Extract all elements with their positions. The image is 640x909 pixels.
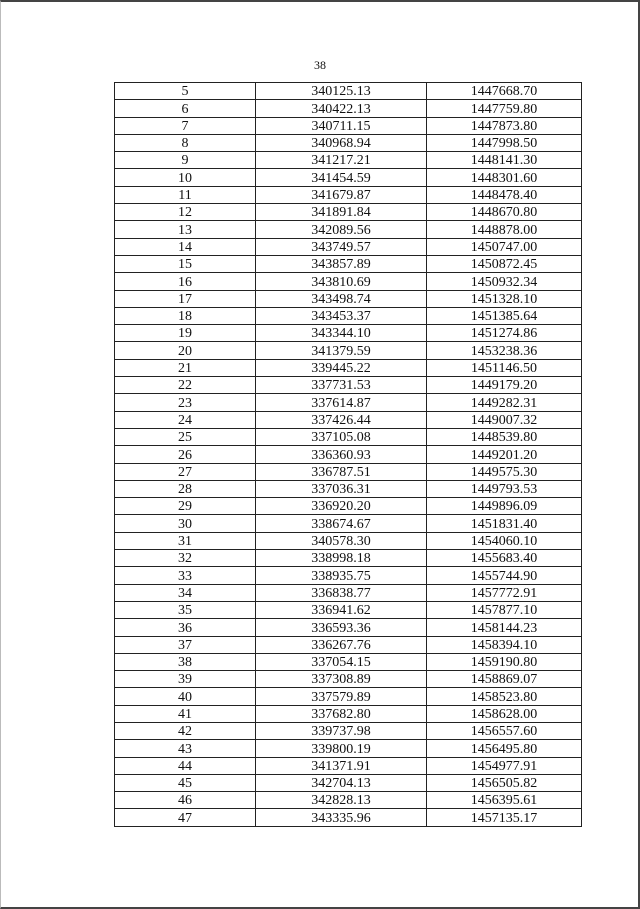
y-coordinate-cell: 1449575.30	[427, 463, 582, 480]
x-coordinate-cell: 338998.18	[256, 550, 427, 567]
point-number-cell: 39	[115, 671, 256, 688]
table-row	[115, 688, 582, 705]
x-coordinate-cell: 338935.75	[256, 567, 427, 584]
y-coordinate-cell: 1447759.80	[427, 100, 582, 117]
x-coordinate-cell: 341679.87	[256, 186, 427, 203]
table-row	[115, 411, 582, 428]
point-number-cell: 8	[115, 134, 256, 151]
table-row	[115, 342, 582, 359]
x-coordinate-cell: 340711.15	[256, 117, 427, 134]
table-row	[115, 221, 582, 238]
y-coordinate-cell: 1448670.80	[427, 204, 582, 221]
point-number-cell: 12	[115, 204, 256, 221]
y-coordinate-cell: 1456395.61	[427, 792, 582, 809]
y-coordinate-cell: 1453238.36	[427, 342, 582, 359]
point-number-cell: 45	[115, 774, 256, 791]
table-row	[115, 601, 582, 618]
x-coordinate-cell: 337105.08	[256, 428, 427, 445]
y-coordinate-cell: 1448478.40	[427, 186, 582, 203]
table-row	[115, 584, 582, 601]
x-coordinate-cell: 339800.19	[256, 740, 427, 757]
x-coordinate-cell: 341891.84	[256, 204, 427, 221]
x-coordinate-cell: 341217.21	[256, 152, 427, 169]
x-coordinate-cell: 341371.91	[256, 757, 427, 774]
y-coordinate-cell: 1454060.10	[427, 532, 582, 549]
y-coordinate-cell: 1457772.91	[427, 584, 582, 601]
table-row	[115, 134, 582, 151]
page-number: 38	[314, 58, 326, 72]
x-coordinate-cell: 337682.80	[256, 705, 427, 722]
point-number-cell: 22	[115, 377, 256, 394]
y-coordinate-cell: 1456505.82	[427, 774, 582, 791]
x-coordinate-cell: 337426.44	[256, 411, 427, 428]
y-coordinate-cell: 1451274.86	[427, 325, 582, 342]
point-number-cell: 26	[115, 446, 256, 463]
x-coordinate-cell: 342828.13	[256, 792, 427, 809]
y-coordinate-cell: 1458869.07	[427, 671, 582, 688]
x-coordinate-cell: 337579.89	[256, 688, 427, 705]
x-coordinate-cell: 339737.98	[256, 722, 427, 739]
point-number-cell: 38	[115, 653, 256, 670]
x-coordinate-cell: 343453.37	[256, 307, 427, 324]
table-row	[115, 428, 582, 445]
y-coordinate-cell: 1450747.00	[427, 238, 582, 255]
table-row	[115, 100, 582, 117]
x-coordinate-cell: 343810.69	[256, 273, 427, 290]
x-coordinate-cell: 337731.53	[256, 377, 427, 394]
point-number-cell: 30	[115, 515, 256, 532]
x-coordinate-cell: 336593.36	[256, 619, 427, 636]
table-row	[115, 757, 582, 774]
x-coordinate-cell: 340968.94	[256, 134, 427, 151]
table-row	[115, 307, 582, 324]
y-coordinate-cell: 1448539.80	[427, 428, 582, 445]
table-row	[115, 550, 582, 567]
table-row	[115, 498, 582, 515]
table-row	[115, 152, 582, 169]
point-number-cell: 29	[115, 498, 256, 515]
y-coordinate-cell: 1451146.50	[427, 359, 582, 376]
table-row	[115, 809, 582, 826]
table-row	[115, 653, 582, 670]
table-row	[115, 463, 582, 480]
table-row	[115, 186, 582, 203]
point-number-cell: 17	[115, 290, 256, 307]
y-coordinate-cell: 1449896.09	[427, 498, 582, 515]
y-coordinate-cell: 1458144.23	[427, 619, 582, 636]
point-number-cell: 5	[115, 83, 256, 100]
point-number-cell: 40	[115, 688, 256, 705]
point-number-cell: 6	[115, 100, 256, 117]
point-number-cell: 7	[115, 117, 256, 134]
point-number-cell: 11	[115, 186, 256, 203]
x-coordinate-cell: 337054.15	[256, 653, 427, 670]
x-coordinate-cell: 336360.93	[256, 446, 427, 463]
x-coordinate-cell: 338674.67	[256, 515, 427, 532]
x-coordinate-cell: 340578.30	[256, 532, 427, 549]
point-number-cell: 31	[115, 532, 256, 549]
y-coordinate-cell: 1451385.64	[427, 307, 582, 324]
table-row	[115, 394, 582, 411]
y-coordinate-cell: 1458394.10	[427, 636, 582, 653]
coordinates-table-body	[115, 83, 582, 827]
point-number-cell: 37	[115, 636, 256, 653]
point-number-cell: 15	[115, 255, 256, 272]
point-number-cell: 34	[115, 584, 256, 601]
x-coordinate-cell: 337614.87	[256, 394, 427, 411]
point-number-cell: 19	[115, 325, 256, 342]
y-coordinate-cell: 1449007.32	[427, 411, 582, 428]
y-coordinate-cell: 1458628.00	[427, 705, 582, 722]
table-row	[115, 705, 582, 722]
y-coordinate-cell: 1454977.91	[427, 757, 582, 774]
y-coordinate-cell: 1456557.60	[427, 722, 582, 739]
y-coordinate-cell: 1459190.80	[427, 653, 582, 670]
table-row	[115, 325, 582, 342]
x-coordinate-cell: 337036.31	[256, 480, 427, 497]
y-coordinate-cell: 1450872.45	[427, 255, 582, 272]
point-number-cell: 44	[115, 757, 256, 774]
point-number-cell: 46	[115, 792, 256, 809]
y-coordinate-cell: 1449179.20	[427, 377, 582, 394]
x-coordinate-cell: 336941.62	[256, 601, 427, 618]
x-coordinate-cell: 337308.89	[256, 671, 427, 688]
point-number-cell: 33	[115, 567, 256, 584]
table-row	[115, 290, 582, 307]
point-number-cell: 14	[115, 238, 256, 255]
y-coordinate-cell: 1448301.60	[427, 169, 582, 186]
x-coordinate-cell: 336267.76	[256, 636, 427, 653]
table-row	[115, 567, 582, 584]
table-row	[115, 619, 582, 636]
point-number-cell: 28	[115, 480, 256, 497]
point-number-cell: 21	[115, 359, 256, 376]
y-coordinate-cell: 1447998.50	[427, 134, 582, 151]
y-coordinate-cell: 1458523.80	[427, 688, 582, 705]
x-coordinate-cell: 342704.13	[256, 774, 427, 791]
x-coordinate-cell: 336920.20	[256, 498, 427, 515]
point-number-cell: 42	[115, 722, 256, 739]
point-number-cell: 16	[115, 273, 256, 290]
x-coordinate-cell: 340422.13	[256, 100, 427, 117]
table-row	[115, 792, 582, 809]
table-row	[115, 238, 582, 255]
point-number-cell: 10	[115, 169, 256, 186]
y-coordinate-cell: 1457877.10	[427, 601, 582, 618]
table-row	[115, 377, 582, 394]
y-coordinate-cell: 1449282.31	[427, 394, 582, 411]
table-row	[115, 774, 582, 791]
table-row	[115, 515, 582, 532]
x-coordinate-cell: 343749.57	[256, 238, 427, 255]
point-number-cell: 18	[115, 307, 256, 324]
y-coordinate-cell: 1449201.20	[427, 446, 582, 463]
y-coordinate-cell: 1455683.40	[427, 550, 582, 567]
point-number-cell: 27	[115, 463, 256, 480]
table-row	[115, 722, 582, 739]
x-coordinate-cell: 343857.89	[256, 255, 427, 272]
point-number-cell: 47	[115, 809, 256, 826]
table-row	[115, 204, 582, 221]
table-row	[115, 255, 582, 272]
y-coordinate-cell: 1449793.53	[427, 480, 582, 497]
x-coordinate-cell: 340125.13	[256, 83, 427, 100]
table-row	[115, 359, 582, 376]
point-number-cell: 43	[115, 740, 256, 757]
y-coordinate-cell: 1451328.10	[427, 290, 582, 307]
point-number-cell: 36	[115, 619, 256, 636]
y-coordinate-cell: 1450932.34	[427, 273, 582, 290]
point-number-cell: 41	[115, 705, 256, 722]
point-number-cell: 20	[115, 342, 256, 359]
point-number-cell: 23	[115, 394, 256, 411]
y-coordinate-cell: 1447668.70	[427, 83, 582, 100]
table-row	[115, 446, 582, 463]
table-row	[115, 671, 582, 688]
y-coordinate-cell: 1448878.00	[427, 221, 582, 238]
x-coordinate-cell: 341379.59	[256, 342, 427, 359]
x-coordinate-cell: 341454.59	[256, 169, 427, 186]
y-coordinate-cell: 1455744.90	[427, 567, 582, 584]
x-coordinate-cell: 336838.77	[256, 584, 427, 601]
x-coordinate-cell: 343335.96	[256, 809, 427, 826]
x-coordinate-cell: 339445.22	[256, 359, 427, 376]
x-coordinate-cell: 343498.74	[256, 290, 427, 307]
table-row	[115, 273, 582, 290]
coordinates-table	[114, 82, 582, 827]
x-coordinate-cell: 343344.10	[256, 325, 427, 342]
table-row	[115, 83, 582, 100]
y-coordinate-cell: 1456495.80	[427, 740, 582, 757]
y-coordinate-cell: 1448141.30	[427, 152, 582, 169]
point-number-cell: 24	[115, 411, 256, 428]
table-row	[115, 480, 582, 497]
point-number-cell: 25	[115, 428, 256, 445]
point-number-cell: 9	[115, 152, 256, 169]
y-coordinate-cell: 1447873.80	[427, 117, 582, 134]
point-number-cell: 35	[115, 601, 256, 618]
y-coordinate-cell: 1451831.40	[427, 515, 582, 532]
x-coordinate-cell: 336787.51	[256, 463, 427, 480]
table-row	[115, 740, 582, 757]
table-row	[115, 532, 582, 549]
point-number-cell: 32	[115, 550, 256, 567]
table-row	[115, 169, 582, 186]
table-row	[115, 117, 582, 134]
y-coordinate-cell: 1457135.17	[427, 809, 582, 826]
table-row	[115, 636, 582, 653]
point-number-cell: 13	[115, 221, 256, 238]
x-coordinate-cell: 342089.56	[256, 221, 427, 238]
